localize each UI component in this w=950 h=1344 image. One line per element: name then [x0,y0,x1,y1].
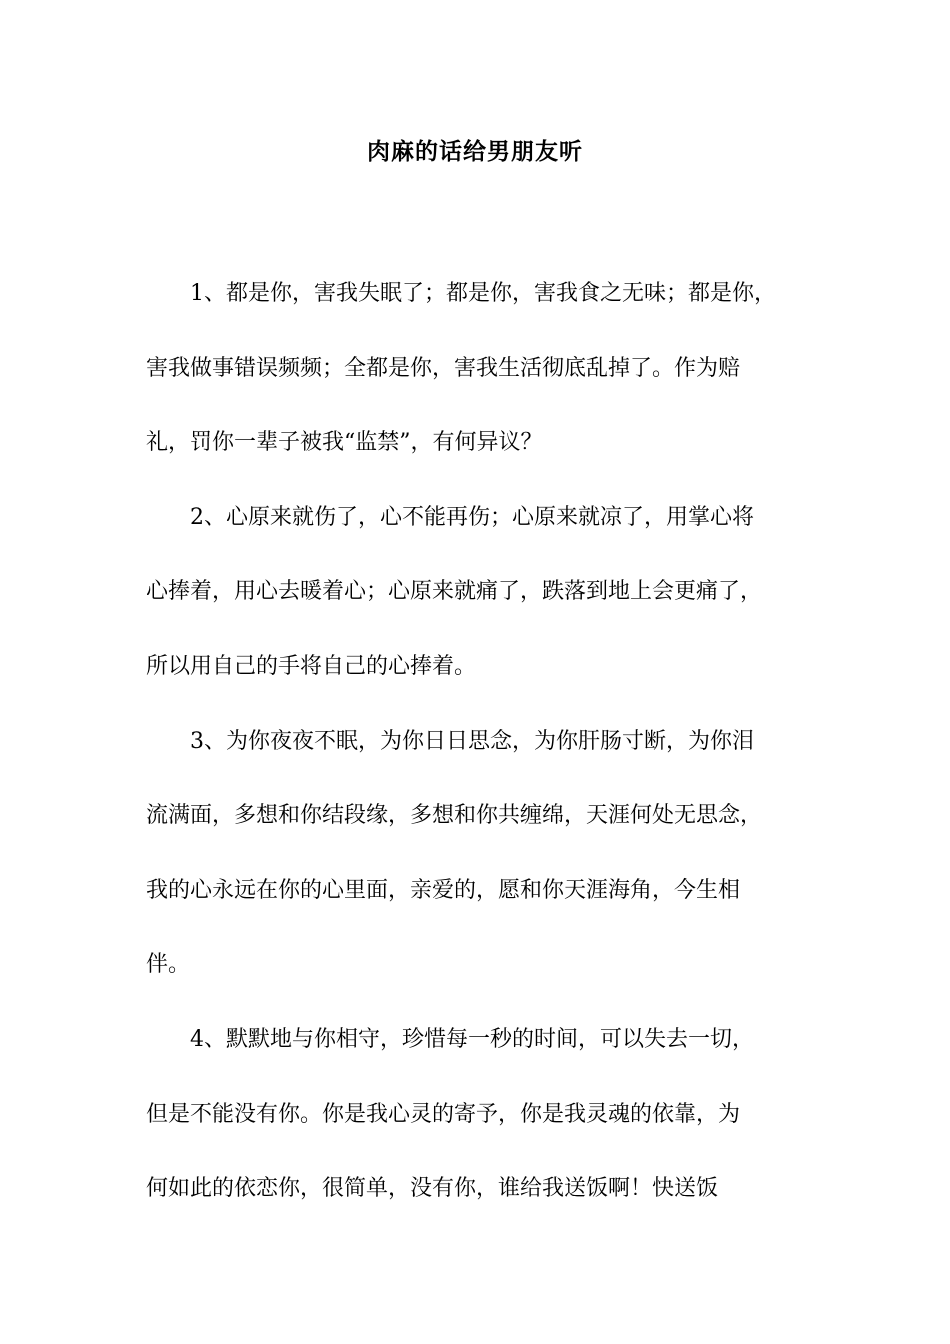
paragraph-1 [146,257,836,481]
paragraph-line: 伴。 [146,952,191,978]
paragraph-line: 所以用自己的手将自己的心捧着。 [146,653,477,679]
document-body [146,257,836,1227]
paragraph-line: 4、默默地与你相守，珍惜每一秒的时间，可以失去一切， [190,1026,754,1052]
paragraph-3 [146,705,836,1003]
paragraph-line: 心捧着，用心去暖着心；心原来就痛了，跌落到地上会更痛了， [146,579,763,605]
paragraph-line: 何如此的依恋你，很简单，没有你，谁给我送饭啊！快送饭 [146,1176,719,1202]
paragraph-line: 害我做事错误频频；全都是你，害我生活彻底乱掉了。作为赔 [146,355,741,381]
paragraph-line: 我的心永远在你的心里面，亲爱的，愿和你天涯海角，今生相 [146,877,741,903]
paragraph-4 [146,1003,836,1227]
document-title: 肉麻的话给男朋友听 [367,139,583,165]
paragraph-line: 2、心原来就伤了，心不能再伤；心原来就凉了，用掌心将 [190,504,754,530]
paragraph-line: 1、都是你，害我失眠了；都是你，害我食之无味；都是你， [190,281,776,306]
paragraph-line: 礼，罚你一辈子被我“监禁”，有何异议？ [146,430,543,456]
paragraph-line: 但是不能没有你。你是我心灵的寄予，你是我灵魂的依靠，为 [146,1101,741,1127]
paragraph-line: 3、为你夜夜不眠，为你日日思念，为你肝肠寸断，为你泪 [190,728,754,754]
paragraph-2 [146,481,836,705]
paragraph-line: 流满面，多想和你结段缘，多想和你共缠绵，天涯何处无思念， [146,803,763,829]
